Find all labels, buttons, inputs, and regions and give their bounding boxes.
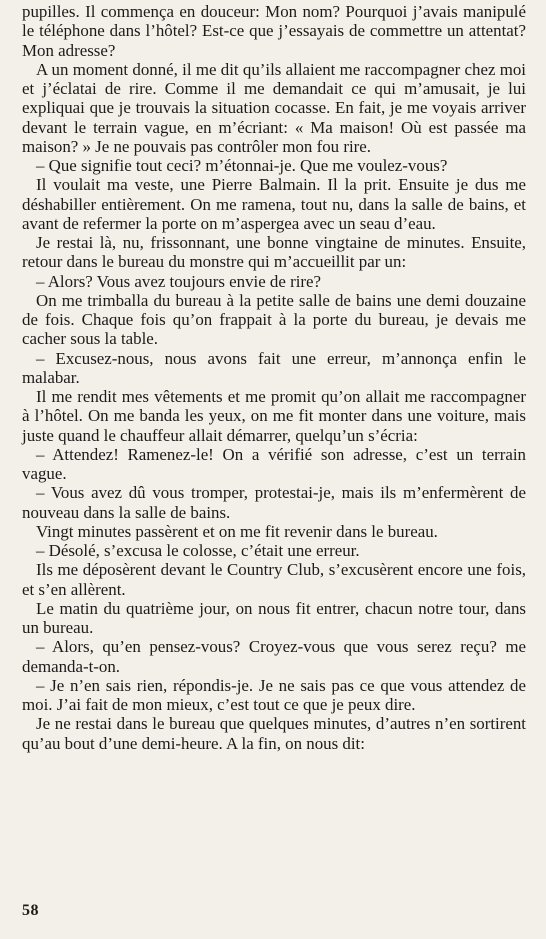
- paragraph-13: – Désolé, s’excusa le colosse, c’était une erreur.: [36, 541, 360, 560]
- paragraph-1: pupilles. Il commença en douceur: Mon nom? Pourquoi j’avais manipulé le téléphone dans l’hôtel? Est-ce que j’essayais de commettre un attentat? Mon adresse?: [22, 2, 526, 60]
- paragraph-15: Le matin du quatrième jour, on nous fit entrer, chacun notre tour, dans un bureau.: [22, 598, 526, 637]
- paragraph-16: – Alors, qu’en pensez-vous? Croyez-vous que vous serez reçu? me demanda-t-on.: [22, 637, 526, 676]
- body-text: [22, 2, 526, 753]
- paragraph-9: Il me rendit mes vêtements et me promit qu’on allait me raccompagner à l’hôtel. On me banda les yeux, on me fit monter dans une voiture, mais juste quand le chauffeur allait démarrer, quelqu’un s’écria:: [22, 387, 526, 445]
- paragraph-7: On me trimballa du bureau à la petite salle de bains une demi douzaine de fois. Chaque fois qu’on frappait à la porte du bureau, je devais me cacher sous la table.: [22, 290, 526, 349]
- paragraph-12: Vingt minutes passèrent et on me fit revenir dans le bureau.: [36, 521, 438, 541]
- paragraph-2: A un moment donné, il me dit qu’ils allaient me raccompagner chez moi et j’éclatai de rire. Comme il me demandait ce qui m’amusait, je lui expliquai que je trouvais la situation cocasse. En fait, je me voyais arriver devant le terrain vague, en m’écriant: « Ma maison! Où est passée ma maison? » Je ne pouvais pas contrôler mon fou rire.: [22, 59, 526, 156]
- paragraph-11: – Vous avez dû vous tromper, protestai-je, mais ils m’enfermèrent de nouveau dans la salle de bains.: [22, 483, 526, 522]
- paragraph-3: – Que signifie tout ceci? m’étonnai-je. Que me voulez-vous?: [36, 156, 448, 175]
- page-number: 58: [22, 902, 39, 919]
- paragraph-8: – Excusez-nous, nous avons fait une erreur, m’annonça enfin le malabar.: [22, 348, 526, 387]
- paragraph-6: – Alors? Vous avez toujours envie de rire?: [36, 271, 322, 291]
- paragraph-17: – Je n’en sais rien, répondis-je. Je ne sais pas ce que vous attendez de moi. J’ai fait de mon mieux, c’est tout ce que je peux dire.: [22, 675, 526, 714]
- paragraph-10: – Attendez! Ramenez-le! On a vérifié son adresse, c’est un terrain vague.: [22, 444, 526, 483]
- paragraph-5: Je restai là, nu, frissonnant, une bonne vingtaine de minutes. Ensuite, retour dans le bureau du monstre qui m’accueillit par un:: [22, 233, 526, 272]
- paragraph-18: Je ne restai dans le bureau que quelques minutes, d’autres n’en sortirent qu’au bout d’une demi-heure. A la fin, on nous dit:: [22, 714, 526, 753]
- paragraph-4: Il voulait ma veste, une Pierre Balmain. Il la prit. Ensuite je dus me déshabiller entièrement. On me ramena, tout nu, dans la salle de bains, et avant de refermer la porte on m’aspergea avec un seau d’eau.: [22, 175, 526, 233]
- paragraph-14: Ils me déposèrent devant le Country Club, s’excusèrent encore une fois, et s’en allèrent.: [22, 560, 526, 599]
